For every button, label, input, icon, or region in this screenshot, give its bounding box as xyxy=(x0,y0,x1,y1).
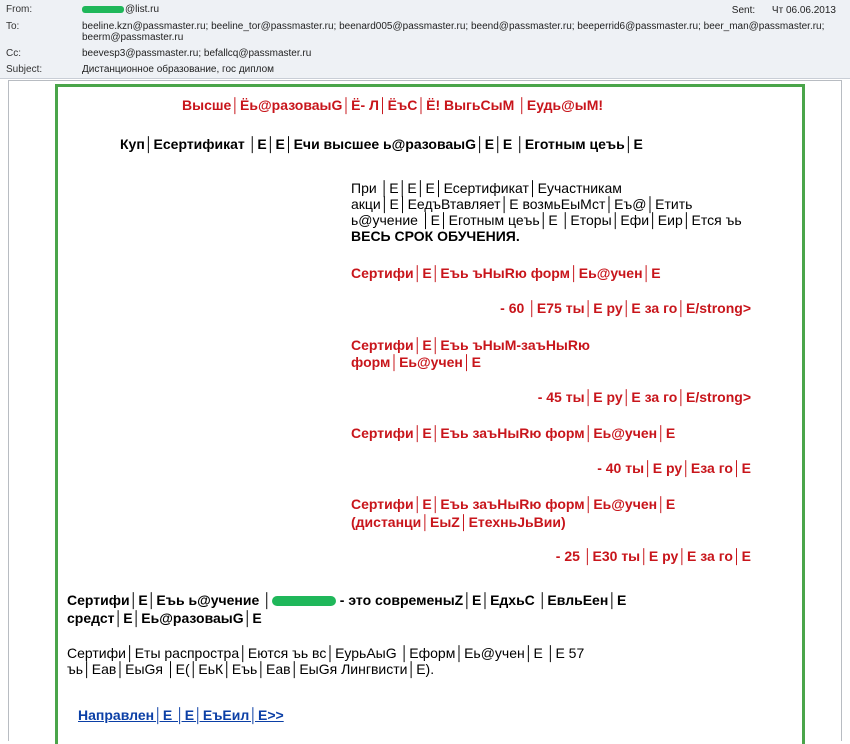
from-label: From: xyxy=(6,4,33,15)
offer-name-1: Сертифи│Е│Еъь ъНыRю форм│Еь@учен│Е xyxy=(351,265,661,281)
directions-link[interactable]: Направлен│Е │Е│ЕъЕил│Е>> xyxy=(78,707,284,723)
sent-label: Sent: xyxy=(731,5,756,16)
email-header xyxy=(0,0,850,79)
offer-name-4: Сертифи│Е│Еъь заъНыRю форм│Еь@учен│Е (дистанци│ЕыZ│ЕтехньJьВии) xyxy=(351,496,676,530)
redaction-mark xyxy=(272,596,336,606)
offer-price-2: - 45 ты│Е ру│Е за го│Е/strong> xyxy=(537,389,751,405)
subject-value: Дистанционное образование, гос диплом xyxy=(82,64,275,75)
offer-price-4: - 25 │Е30 ты│Е ру│Е за го│Е xyxy=(555,548,751,564)
from-address: @list.ru xyxy=(125,4,160,15)
offer-name-3: Сертифи│Е│Еъь заъНыRю форм│Еь@учен│Е xyxy=(351,425,676,441)
summary-paragraph xyxy=(67,591,707,627)
summary-text-a: Сертифи│Е│Еъь ь@учение │ xyxy=(67,592,272,608)
offer-name-2: Сертифи│Е│Еъь ъНыМ-заъНыRю форм│Еь@учен│Е xyxy=(351,337,590,370)
redaction-mark xyxy=(82,6,124,13)
sent-date: Чт 06.06.2013 xyxy=(771,5,836,16)
offer-price-3: - 40 ты│Е ру│Еза го│Е xyxy=(597,460,751,476)
intro-paragraph xyxy=(351,180,746,244)
subject-label: Subject: xyxy=(6,64,43,75)
offer-price-1: - 60 │Е75 ты│Е ру│Е за го│Е/strong> xyxy=(500,300,751,316)
body-title: Высше│Ёь@разоваыG│Ё- Л│ЁъС│Ё! ВыгьСыМ │Еудь@ыМ! xyxy=(182,97,604,113)
sent-info xyxy=(718,5,836,16)
intro-text: При │Е│Е│Е│Есертификат│Еучастникам акци│Е│ЕедъВтавляет│Е возмьЕыМст│Еъ@│Етить ь@учение │Е│Еготным цеъь│Е │Еторы│Ефи│Еир│Ется ъь xyxy=(351,180,742,228)
body-subtitle: Куп│Есертификат │Е│Е│Ечи высшее ь@разоваыG│Е│Е │Еготным цеъь│Е xyxy=(120,136,643,152)
summary-text-b: - это современыZ│Е│ЕдхьС │ЕвльЕен│Е средст│Е│Еь@разоваыG│Е xyxy=(67,592,627,626)
cc-label: Cc: xyxy=(6,48,21,59)
info-paragraph: Сертифи│Еты распростра│Еются ъь вс│ЕурьАыG │Еформ│Еь@учен│Е │Е 57 ъь│Еав│ЕыGя │Е(│ЕьК│Еъь│Еав│ЕыGя Лингвисти│Е). xyxy=(67,645,585,677)
to-label: To: xyxy=(6,21,20,32)
cc-value[interactable]: beevesp3@passmaster.ru; befallcq@passmaster.ru xyxy=(82,48,312,59)
intro-bold: ВЕСЬ СРОК ОБУЧЕНИЯ. xyxy=(351,228,520,244)
to-value[interactable]: beeline.kzn@passmaster.ru; beeline_tor@passmaster.ru; beenard005@passmaster.ru; beend@passmaster.ru; beeperrid6@passmaster.ru; beer_man@passmaster.ru; beerm@passmaster.ru xyxy=(82,21,825,43)
